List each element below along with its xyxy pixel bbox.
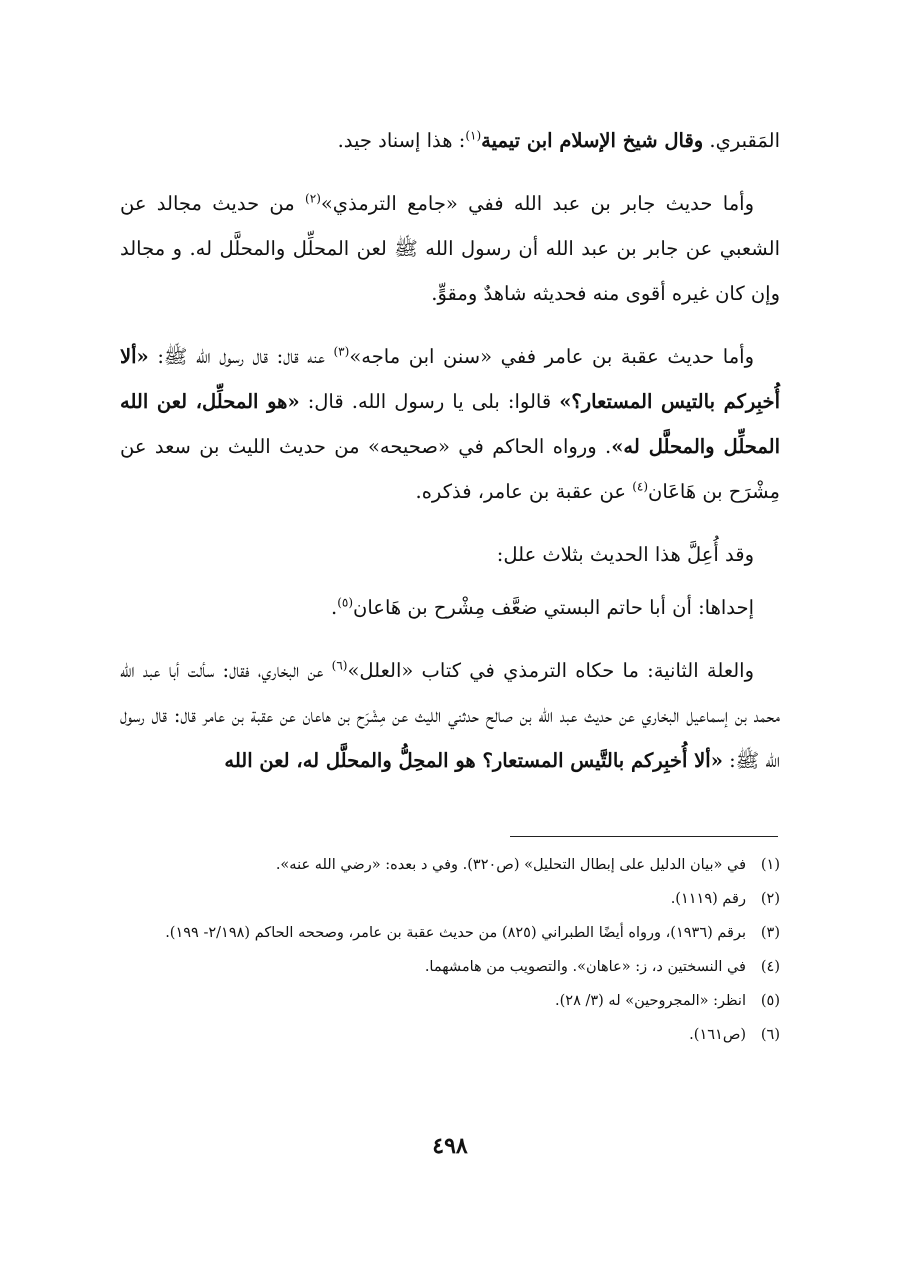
footnote-item [120, 852, 780, 878]
text-run: إحداها: أن أبا حاتم البستي ضعَّف مِشْرح بن هَاعان [353, 596, 754, 619]
main-text [120, 118, 780, 801]
paragraph-4: وقد أُعِلَّ هذا الحديث بثلاث علل: [496, 543, 754, 566]
footnote-number: (٣) [760, 925, 780, 941]
text-run: من حديث مجالد عن الشعبي عن جابر بن عبد الله أن رسول الله ﷺ لعن المحلِّل والمحلَّل له. و مجالد وإن كان غيره أقوى منه فحديثه شاهدٌ ومقوٍّ. [120, 192, 780, 305]
footnote-text: في «بيان الدليل على إبطال التحليل» (ص٣٢٠). وفي د بعده: «رضي الله عنه». [275, 857, 746, 873]
bold-text-run: وقال شيخ الإسلام ابن تيمية [481, 129, 704, 152]
footnote-text: (ص١٦١). [689, 1027, 746, 1043]
text-run: . [331, 596, 338, 619]
footnote-ref-4[interactable]: (٤) [632, 479, 649, 494]
footnote-item [120, 954, 780, 980]
bold-text-run: «هو المحلِّل، لعن الله المحلِّل والمحلَّل له» [120, 390, 780, 458]
footnote-ref-6[interactable]: (٦) [331, 658, 348, 673]
page-number: ٤٩٨ [432, 1133, 468, 1159]
text-run: . ورواه الحاكم في «صحيحه» من حديث الليث بن سعد عن مِشْرَح بن هَاعَان [120, 435, 780, 503]
footnote-text: رقم (١١١٩). [670, 891, 746, 907]
footnote-number: (٢) [760, 891, 780, 907]
footnote-divider [510, 836, 778, 837]
paragraph-5 [120, 585, 780, 630]
footnote-text: انظر: «المجروحين» له (٣/ ٢٨). [555, 993, 746, 1009]
footnote-item [120, 886, 780, 912]
text-run: والعلة الثانية: ما حكاه الترمذي في كتاب «العلل» [347, 659, 754, 682]
text-run: عن عقبة بن عامر، فذكره. [415, 480, 633, 503]
paragraph-1 [120, 118, 780, 163]
footnote-ref-3[interactable]: (٣) [333, 344, 350, 359]
footnote-ref-2[interactable]: (٢) [305, 191, 321, 206]
footnote-number: (١) [760, 857, 780, 873]
paragraph-3 [120, 334, 780, 514]
footnote-item [120, 920, 780, 946]
footnote-number: (٦) [760, 1027, 780, 1043]
paragraph-2 [120, 181, 780, 316]
text-run: وأما حديث عقبة بن عامر ففي «سنن ابن ماجه» [349, 345, 755, 368]
text-run: عنه قال: قال رسول الله ﷺ: [148, 345, 334, 368]
text-run: وأما حديث جابر بن عبد الله ففي «جامع الترمذي» [320, 192, 755, 215]
text-run: : هذا إسناد جيد. [337, 129, 466, 152]
text-run: المَقبري. [703, 129, 780, 152]
footnote-ref-1[interactable]: (١) [465, 128, 482, 143]
footnote-item [120, 988, 780, 1014]
bold-text-run: «ألا أُخبِركم بالتيس المستعار؟» [120, 345, 780, 413]
paragraph-6 [120, 648, 780, 783]
footnote-number: (٤) [760, 959, 780, 975]
bold-text-run: «ألا أُخبِركم بالتَّيس المستعار؟ هو المحِلُّ والمحلَّل له، لعن الله [224, 749, 723, 772]
text-run: عن البخاري، فقال: سألت أبا عبد الله محمد بن إسماعيل البخاري عن حديث عبد الله بن صالح حدثني الليث عن مِشْرَح بن هاعان عن عقبة بن عامر قال: قال رسول الله ﷺ: [120, 659, 781, 772]
text-run: قالوا: بلى يا رسول الله. قال: [299, 390, 560, 413]
footnote-text: برقم (١٩٣٦)، ورواه أيضًا الطبراني (٨٢٥) من حديث عقبة بن عامر، وصححه الحاكم (٢/١٩٨- ١٩٩). [165, 925, 746, 941]
footnotes [120, 852, 780, 1056]
footnote-text: في النسختين د، ز: «عاهان». والتصويب من هامشهما. [424, 959, 746, 975]
footnote-ref-5[interactable]: (٥) [337, 595, 354, 610]
footnote-item [120, 1022, 780, 1048]
footnote-number: (٥) [760, 993, 780, 1009]
